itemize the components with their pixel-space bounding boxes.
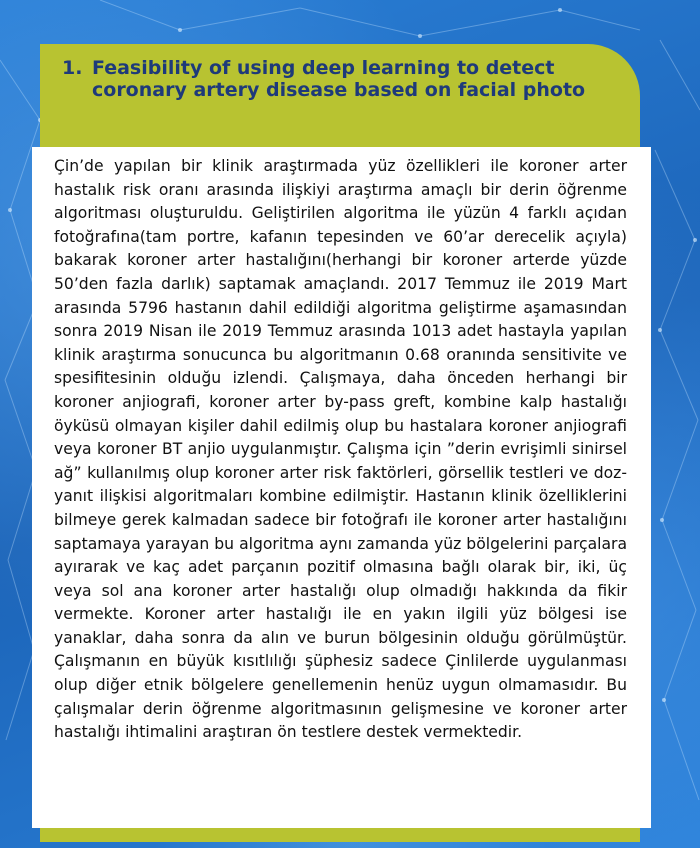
body-paragraph: Çin’de yapılan bir klinik araştırmada yüz özellikleri ile koroner arter hastalık risk oranı arasında ilişkiyi araştırma amaçlı bir derin öğrenme algoritması oluşturuldu. Geliştirilen algoritma ile yüzün 4 farklı açıdan fotoğrafına(tam portre, kafanın tepesinden ve 60’ar derecelik açıyla) bakarak koroner arter hastalığını(herhangi bir koroner arterde yüzde 50’den fazla darlık) saptamak amaçlandı. 2017 Temmuz ile 2019 Mart arasında 5796 hastanın dahil edildiği algoritma geliştirme aşamasından sonra 2019 Nisan ile 2019 Temmuz arasında 1013 adet hastayla yapılan klinik araştırma sonucunca bu algoritmanın 0.68 oranında sensitivite ve spesifitesinin olduğu izlendi. Çalışmaya, daha önceden herhangi bir koroner anjiografi, koroner arter by-pass greft, kombine kalp hastalığı öyküsü olmayan kişiler dahil edilmiş olup bu hastalara koroner anjiografi veya koroner BT anjio uygulanmıştır. Çalışma için ”derin evrişimli sinirsel ağ” kullanılmış olup koroner arter risk faktörleri, görsellik testleri ve doz-yanıt ilişkisi algoritmaları kombine edilmiştir. Hastanın klinik özelliklerini bilmeye gerek kalmadan sadece bir fotoğrafı ile koroner arter hastalığını saptamaya yarayan bu algoritma aynı zamanda yüz bölgelerini parçalara ayırarak ve kaç adet parçanın pozitif olmasına bağlı olarak bir, iki, üç veya sol ana koroner arter hastalığı olup olmadığı hakkında da fikir vermekte. Koroner arter hastalığı ile en yakın ilgili yüz bölgesi ise yanaklar, daha sonra da alın ve burun bölgesinin olduğu görülmüştür. Çalışmanın en büyük kısıtlılığı şüphesiz sadece Çinlilerde uygulanması olup diğer etnik bölgelere genellemenin henüz uygun olmamasıdır. Bu çalışmalar derin öğrenme algoritmasının gelişmesine ve koroner arter hastalığı ihtimalini araştıran ön testlere destek vermektedir. [54, 157, 627, 742]
content-box [32, 147, 651, 828]
section-header [40, 44, 640, 140]
section-title: Feasibility of using deep learning to detect coronary artery disease based on facial photo [92, 57, 586, 101]
section-number: 1. [62, 57, 83, 79]
